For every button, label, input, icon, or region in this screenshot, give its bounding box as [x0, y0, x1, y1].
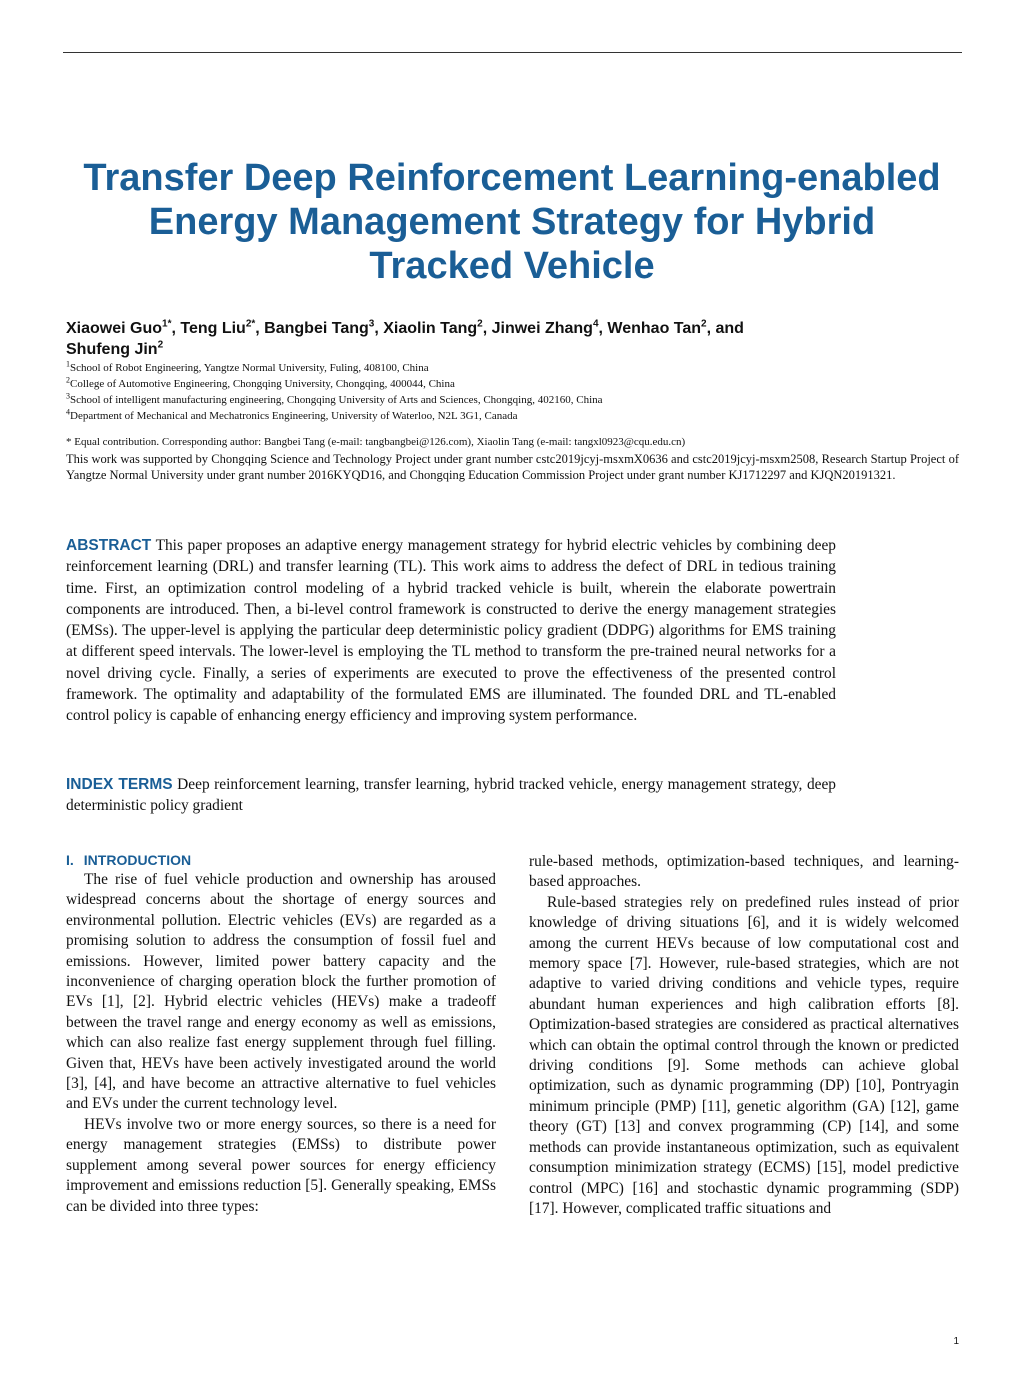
author-affil-mark: 3	[368, 318, 375, 330]
author-name: Wenhao Tan	[607, 320, 702, 337]
abstract-text: This paper proposes an adaptive energy management strategy for hybrid electric vehicles by combining deep reinforcement learning (DRL) and transfer learning (TL). This work aims to address the defect of DRL in tedious training time. First, an optimization control modeling of a hybrid tracked vehicle is built, wherein the elaborate powertrain components are introduced. Then, a bi-level control framework is constructed to derive the energy management strategies (EMSs). The upper-level is applying the particular deep deterministic policy gradient (DDPG) algorithms for EMS training at different speed intervals. The lower-level is employing the TL method to transform the pre-trained neural networks for a novel driving cycle. Finally, a series of experiments are executed to prove the effectiveness of the presented control framework. The optimality and adaptability of the formulated EMS are illuminated. The founded DRL and TL-enabled control policy is capable of enhancing energy efficiency and improving system performance.	[66, 537, 836, 725]
intro-paragraph-continued: rule-based methods, optimization-based techniques, and learning-based approaches.	[529, 853, 959, 891]
header-rule	[63, 52, 962, 53]
index-terms	[66, 774, 836, 817]
index-terms-label: INDEX TERMS	[66, 776, 173, 793]
section-heading	[66, 850, 496, 870]
left-column	[66, 850, 496, 1217]
section-number: I.	[66, 852, 74, 868]
author-affil-mark: 1*	[162, 318, 172, 330]
author-separator: ,	[255, 320, 265, 337]
intro-paragraph: HEVs involve two or more energy sources, so there is a need for energy management strategies (EMSs) to distribute power supplement among several power sources for energy efficiency improvement and emissions reduction [5]. Generally speaking, EMSs can be divided into three types:	[66, 1115, 496, 1215]
affiliation-number: 2	[66, 375, 70, 385]
author-list	[66, 318, 966, 360]
section-title: INTRODUCTION	[83, 852, 192, 868]
author-separator: ,	[598, 320, 608, 337]
author-name: Shufeng Jin	[66, 341, 158, 358]
title-line: Transfer Deep Reinforcement Learning-enabled	[83, 157, 941, 199]
affiliation-item	[66, 392, 966, 408]
author-affil-mark: 2	[157, 339, 164, 351]
author-separator: ,	[374, 320, 384, 337]
affiliation-text: Department of Mechanical and Mechatronics Engineering, University of Waterloo, N2L 3G1, Canada	[70, 410, 518, 422]
title-line: Tracked Vehicle	[369, 245, 655, 287]
abstract	[66, 535, 836, 727]
intro-paragraph: The rise of fuel vehicle production and ownership has aroused widespread concerns about the shortage of energy sources and environmental pollution. Electric vehicles (EVs) are regarded as a promising solution to address the consumption of fossil fuel and emissions. However, limited power battery capacity and the inconvenience of charging operation block the further promotion of EVs [1], [2]. Hybrid electric vehicles (HEVs) make a tradeoff between the travel range and energy economy as well as emissions, which can also realize fast energy supplement through fuel filling. Given that, HEVs have been actively investigated around the world [3], [4], and have become an attractive alternative to fuel vehicles and EVs under the current technology level.	[66, 871, 496, 1113]
affiliation-text: School of intelligent manufacturing engineering, Chongqing University of Arts and Sciences, Chongqing, 402160, China	[70, 394, 603, 406]
author-name: Bangbei Tang	[264, 320, 369, 337]
author-affil-mark: 2*	[245, 318, 256, 330]
author-name: Xiaowei Guo	[66, 320, 163, 337]
abstract-label: ABSTRACT	[66, 537, 152, 554]
corresponding-author-note: * Equal contribution. Corresponding author: Bangbei Tang (e-mail: tangbangbei@126.com), Xiaolin Tang (e-mail: tangxl0923@cqu.edu.cn)	[66, 436, 686, 448]
intro-paragraph: Rule-based strategies rely on predefined rules instead of prior knowledge of driving situations [6], and it is widely welcomed among the current HEVs because of low computational cost and memory space [7]. However, rule-based strategies, which are not adaptive to varied driving conditions and vehicle types, require abundant human experiences and high calibration efforts [8]. Optimization-based strategies are considered as practical alternatives which can obtain the optimal control through the known or predicted driving conditions [9]. Some methods can achieve global optimization, such as dynamic programming (DP) [10], Pontryagin minimum principle (PMP) [11], genetic algorithm (GA) [12], game theory (GT) [13] and convex programming (CP) [14], and some methods can provide instantaneous optimization, such as equivalent consumption minimization strategy (ECMS) [15], model predictive control (MPC) [16] and stochastic dynamic programming (SDP) [17]. However, complicated traffic situations and	[529, 893, 959, 1217]
author-separator: , and	[706, 320, 744, 337]
author-affil-mark: 2	[701, 318, 707, 330]
affiliation-text: College of Automotive Engineering, Chongqing University, Chongqing, 400044, China	[70, 378, 455, 390]
right-column	[529, 852, 959, 1219]
affiliation-number: 4	[66, 407, 70, 417]
page-number: 1	[953, 1336, 959, 1347]
title-line: Energy Management Strategy for Hybrid	[148, 201, 876, 243]
index-terms-text: Deep reinforcement learning, transfer learning, hybrid tracked vehicle, energy management strategy, deep deterministic policy gradient	[66, 776, 836, 815]
author-name: Jinwei Zhang	[491, 320, 593, 337]
affiliation-item	[66, 408, 966, 424]
author-separator: ,	[171, 320, 181, 337]
author-affil-mark: 2	[477, 318, 483, 330]
affiliation-item	[66, 376, 966, 392]
paper-title	[40, 156, 984, 288]
author-separator: ,	[482, 320, 492, 337]
author-name: Teng Liu	[180, 320, 246, 337]
affiliation-number: 3	[66, 391, 70, 401]
affiliation-text: School of Robot Engineering, Yangtze Normal University, Fuling, 408100, China	[70, 362, 429, 374]
funding-note: This work was supported by Chongqing Science and Technology Project under grant number cstc2019jcyj-msxmX0636 and cstc2019jcyj-msxm2508, Research Startup Project of Yangtze Normal University under grant number 2016KYQD16, and Chongqing Education Commission Project under grant number KJ1712297 and KJQN20191321.	[66, 452, 959, 482]
affiliation-list	[66, 360, 966, 424]
author-affil-mark: 4	[592, 318, 599, 330]
affiliation-item	[66, 360, 966, 376]
affiliation-number: 1	[66, 359, 70, 369]
author-name: Xiaolin Tang	[383, 320, 478, 337]
